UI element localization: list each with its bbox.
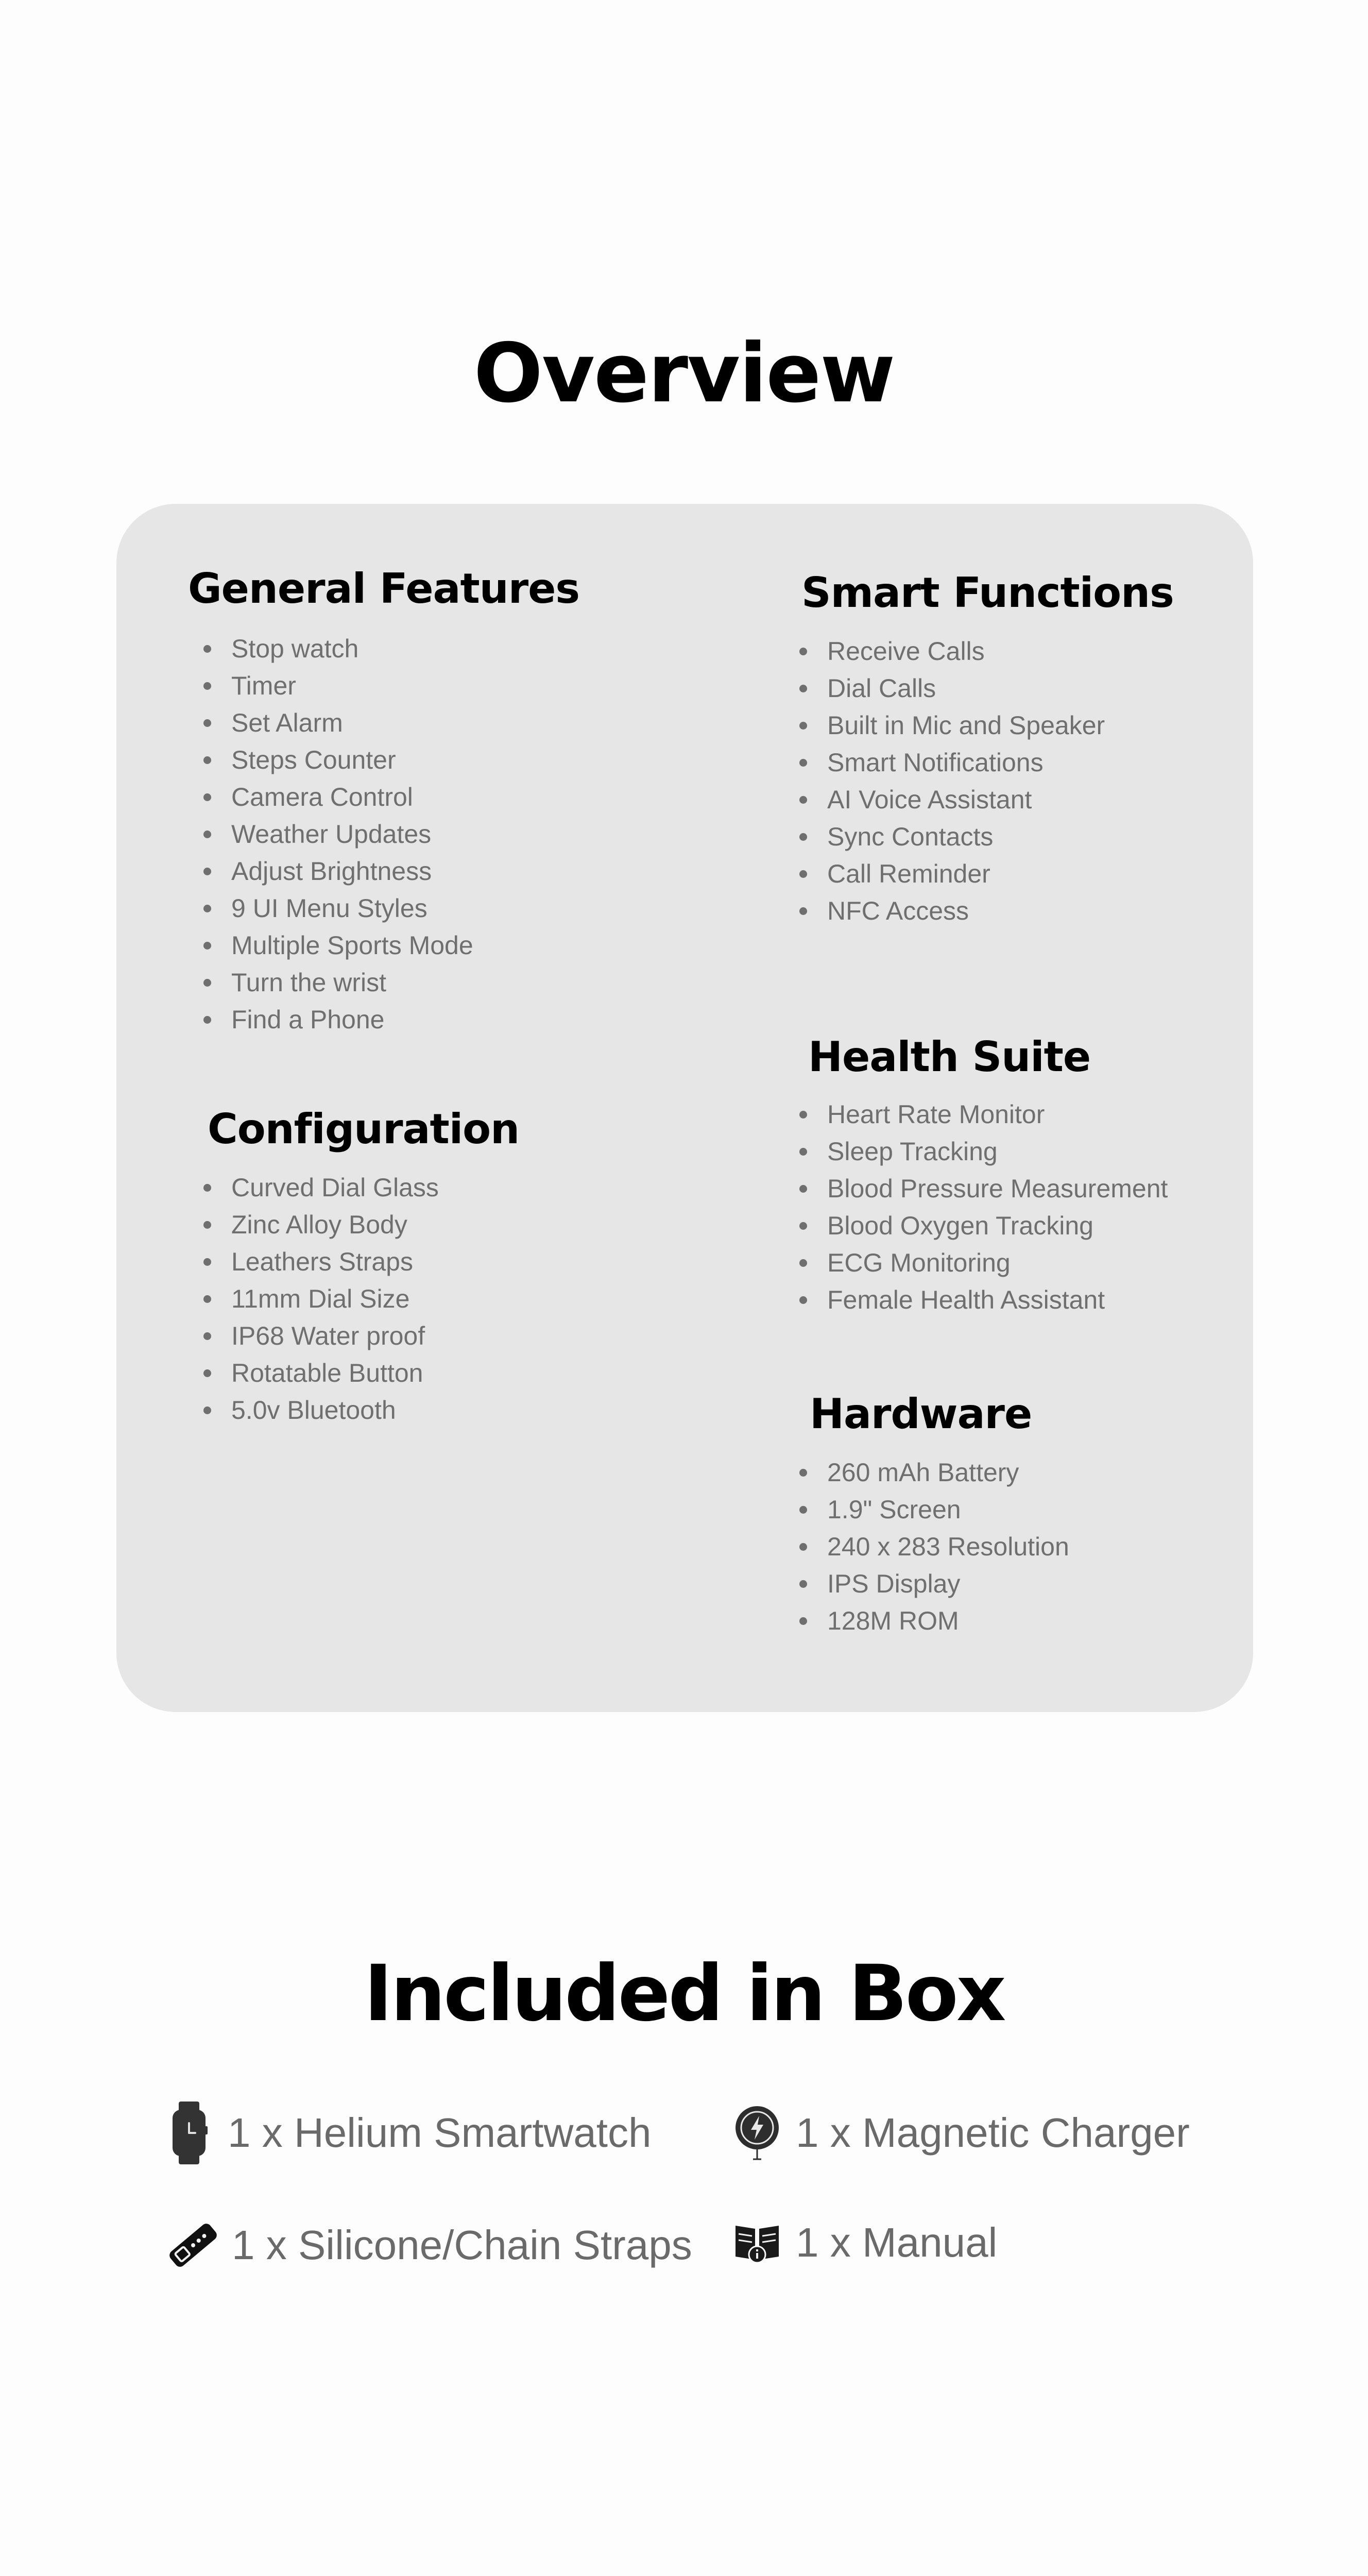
list-item: 1.9" Screen xyxy=(784,1491,1069,1528)
list-item: 5.0v Bluetooth xyxy=(188,1392,519,1429)
list-item: 240 x 283 Resolution xyxy=(784,1528,1069,1565)
list-item: Zinc Alloy Body xyxy=(188,1206,519,1243)
list-item: IPS Display xyxy=(784,1565,1069,1602)
box-item-straps xyxy=(165,2212,692,2279)
list-item: Dial Calls xyxy=(784,670,1174,707)
hardware-list xyxy=(784,1454,1069,1639)
list-item: NFC Access xyxy=(784,892,1174,929)
general-features-section xyxy=(188,561,579,1038)
hardware-section xyxy=(784,1386,1069,1639)
list-item: Multiple Sports Mode xyxy=(188,927,579,964)
list-item: Blood Pressure Measurement xyxy=(784,1170,1168,1207)
configuration-section xyxy=(188,1101,519,1429)
list-item: 260 mAh Battery xyxy=(784,1454,1069,1491)
list-item: Timer xyxy=(188,667,579,704)
general-features-heading: General Features xyxy=(188,565,580,613)
box-item-smartwatch xyxy=(161,2099,651,2166)
smart-functions-heading: Smart Functions xyxy=(801,569,1174,617)
list-item: Built in Mic and Speaker xyxy=(784,707,1174,744)
list-item: Curved Dial Glass xyxy=(188,1169,519,1206)
overview-title: Overview xyxy=(473,326,895,421)
box-item-label: 1 x Helium Smartwatch xyxy=(228,2110,652,2156)
list-item: Rotatable Button xyxy=(188,1354,519,1392)
box-item-charger xyxy=(729,2099,1190,2166)
health-suite-heading: Health Suite xyxy=(808,1033,1091,1081)
list-item: Stop watch xyxy=(188,630,579,667)
health-suite-section xyxy=(784,1029,1168,1318)
list-item: Blood Oxygen Tracking xyxy=(784,1207,1168,1244)
list-item: Heart Rate Monitor xyxy=(784,1096,1168,1133)
box-item-label: 1 x Silicone/Chain Straps xyxy=(232,2222,692,2268)
list-item: AI Voice Assistant xyxy=(784,781,1174,818)
list-item: Adjust Brightness xyxy=(188,853,579,890)
health-suite-list xyxy=(784,1096,1168,1318)
list-item: IP68 Water proof xyxy=(188,1317,519,1354)
list-item: Weather Updates xyxy=(188,816,579,853)
strap-icon xyxy=(165,2212,221,2279)
list-item: Receive Calls xyxy=(784,633,1174,670)
manual-book-icon xyxy=(729,2209,785,2276)
list-item: Set Alarm xyxy=(188,704,579,741)
included-in-box-title: Included in Box xyxy=(364,1949,1004,2039)
smart-functions-list xyxy=(784,633,1174,929)
configuration-heading: Configuration xyxy=(208,1105,520,1153)
configuration-list xyxy=(188,1169,519,1429)
list-item: Smart Notifications xyxy=(784,744,1174,781)
list-item: Leathers Straps xyxy=(188,1243,519,1280)
smart-functions-section xyxy=(784,565,1174,929)
list-item: Call Reminder xyxy=(784,855,1174,892)
list-item: 9 UI Menu Styles xyxy=(188,890,579,927)
box-item-label: 1 x Manual xyxy=(796,2219,998,2265)
list-item: 11mm Dial Size xyxy=(188,1280,519,1317)
list-item: Turn the wrist xyxy=(188,964,579,1001)
box-item-label: 1 x Magnetic Charger xyxy=(796,2110,1190,2156)
list-item: Sleep Tracking xyxy=(784,1133,1168,1170)
list-item: ECG Monitoring xyxy=(784,1244,1168,1281)
list-item: 128M ROM xyxy=(784,1602,1069,1639)
list-item: Camera Control xyxy=(188,778,579,816)
list-item: Sync Contacts xyxy=(784,818,1174,855)
list-item: Find a Phone xyxy=(188,1001,579,1038)
smartwatch-icon xyxy=(161,2099,217,2166)
hardware-heading: Hardware xyxy=(810,1390,1032,1438)
magnetic-charger-icon xyxy=(729,2099,785,2166)
list-item: Female Health Assistant xyxy=(784,1281,1168,1318)
box-item-manual xyxy=(729,2209,997,2276)
list-item: Steps Counter xyxy=(188,741,579,778)
general-features-list xyxy=(188,630,579,1038)
